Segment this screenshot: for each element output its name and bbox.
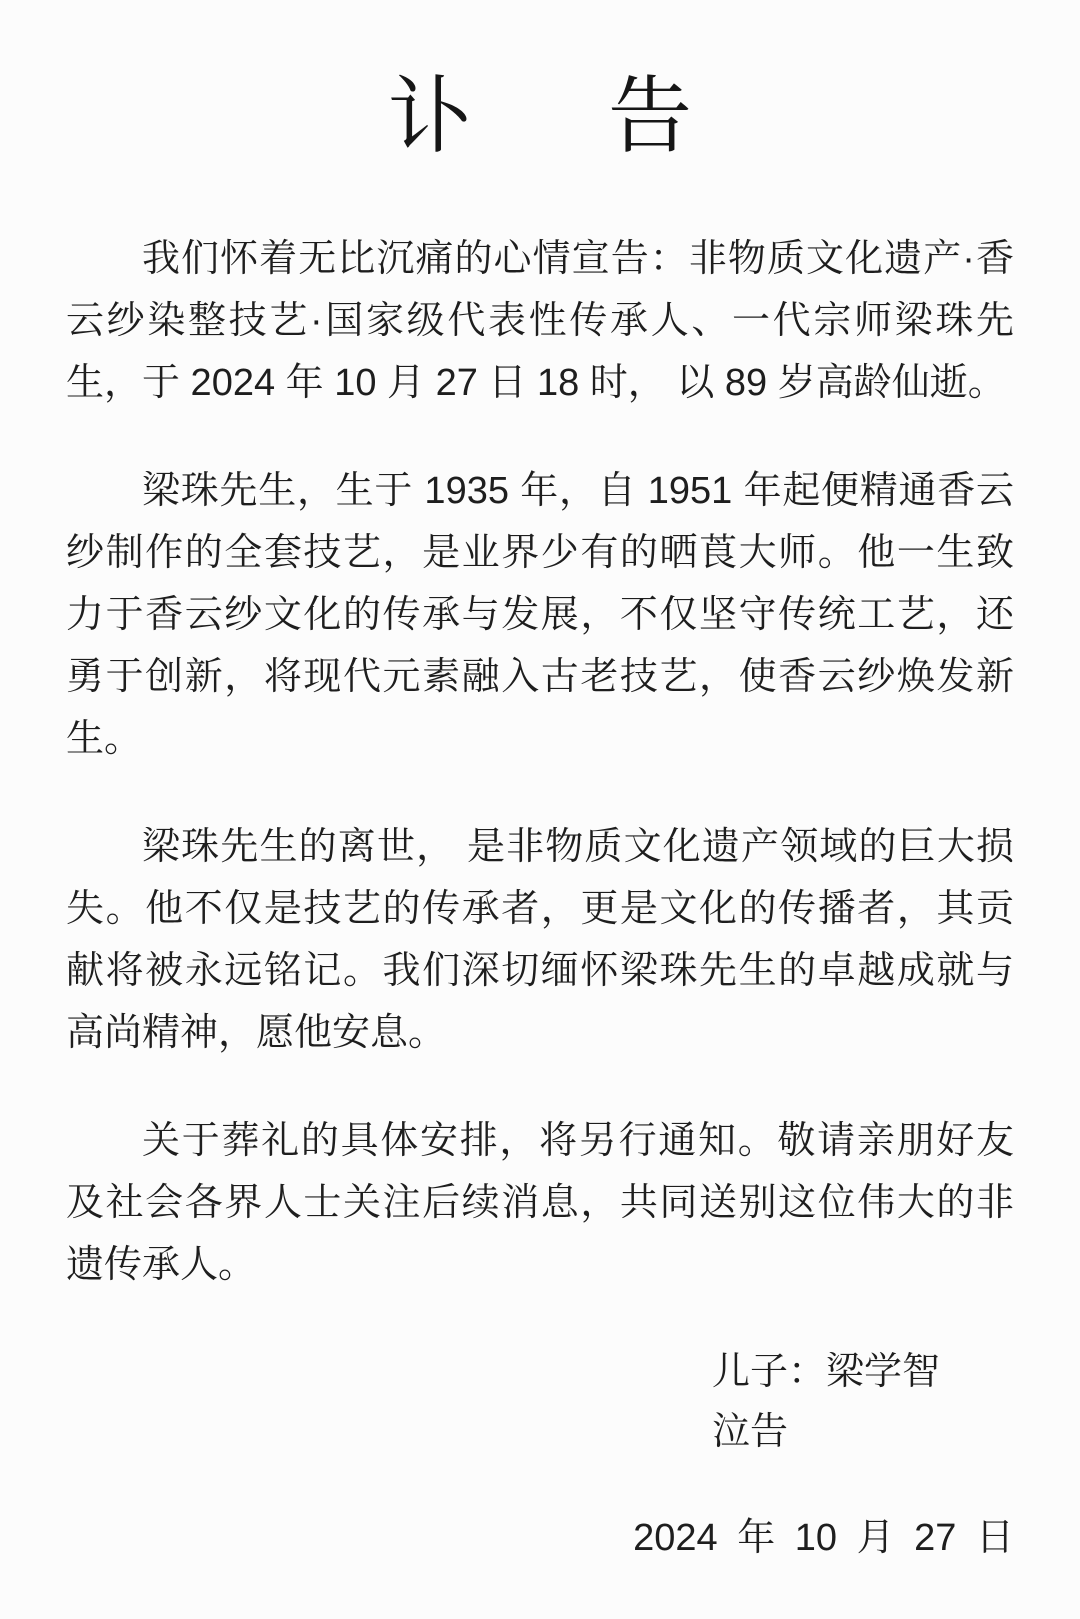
paragraph-announcement: 我们怀着无比沉痛的心情宣告：非物质文化遗产·香云纱染整技艺·国家级代表性传承人、一代宗师梁珠先生，于 2024 年 10 月 27 日 18 时， 以 89 岁高龄仙逝。: [66, 238, 1014, 405]
signature-closing: 泣告: [712, 1411, 789, 1454]
paragraph-biography: 梁珠先生，生于 1935 年，自 1951 年起便精通香云纱制作的全套技艺，是业界少有的晒莨大师。他一生致力于香云纱文化的传承与发展，不仅坚守传统工艺，还勇于创新，将现代元素融入古老技艺，使香云纱焕发新生。: [66, 470, 1014, 761]
paragraph-funeral-notice: 关于葬礼的具体安排，将另行通知。敬请亲朋好友及社会各界人士关注后续消息，共同送别这位伟大的非遗传承人。: [66, 1120, 1014, 1287]
signature-name: 儿子：梁学智: [712, 1351, 941, 1394]
page-title: 讣 告: [387, 69, 718, 163]
signature-block: [712, 1342, 1080, 1462]
date-line: 2024 年 10 月 27 日: [633, 1517, 1014, 1560]
paragraph-tribute: 梁珠先生的离世， 是非物质文化遗产领域的巨大损失。他不仅是技艺的传承者，更是文化的传播者，其贡献将被永远铭记。我们深切缅怀梁珠先生的卓越成就与高尚精神，愿他安息。: [66, 826, 1014, 1055]
obituary-body: [66, 228, 1014, 1296]
